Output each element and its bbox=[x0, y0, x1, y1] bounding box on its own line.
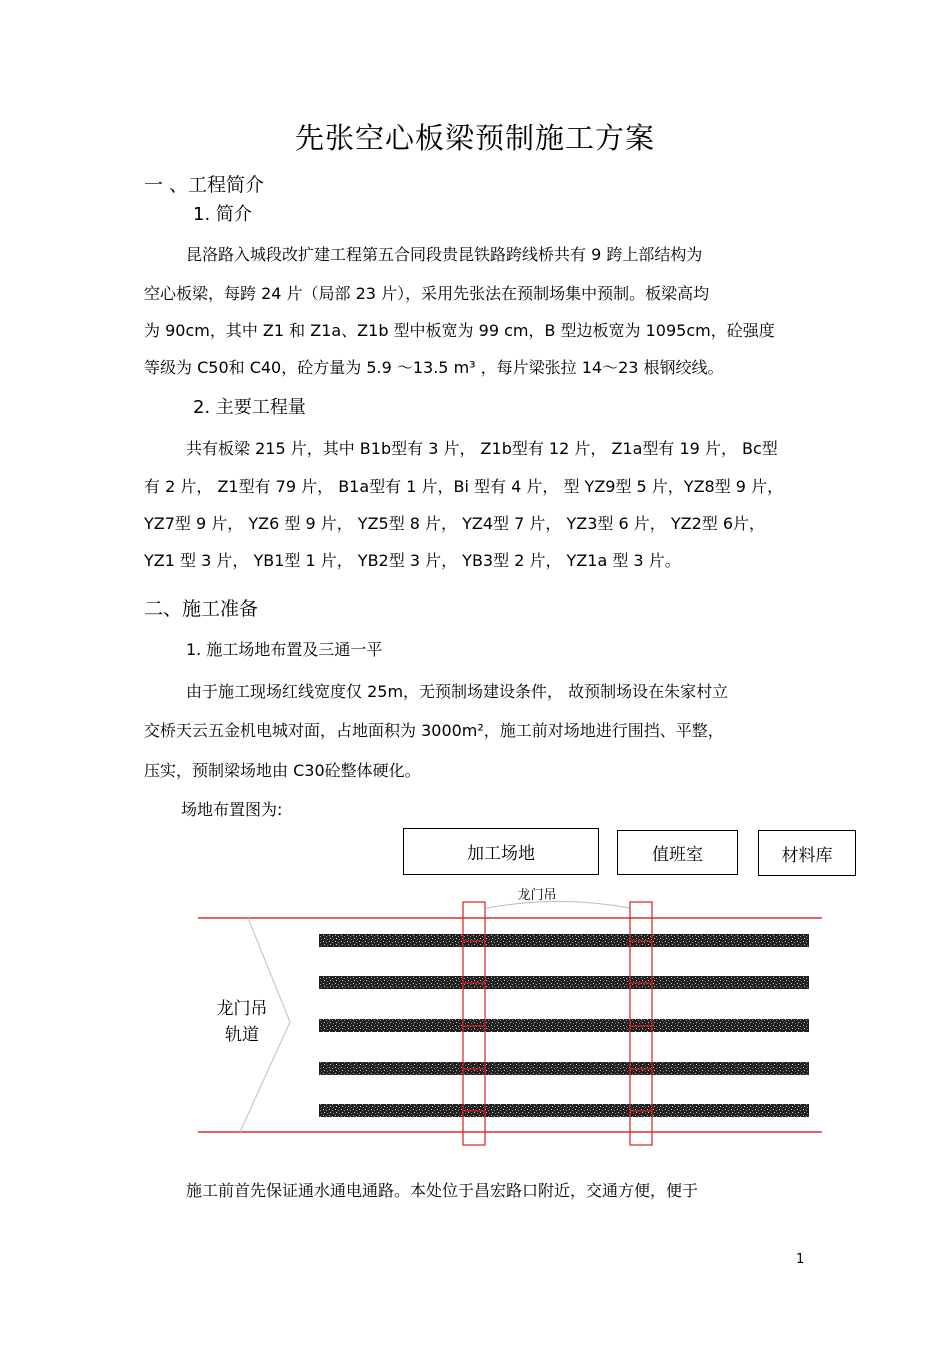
duty-room-box: 值班室 bbox=[617, 830, 738, 875]
gantry-arc bbox=[486, 902, 630, 909]
beam bbox=[319, 1019, 809, 1032]
processing-area-box: 加工场地 bbox=[403, 828, 599, 875]
track-label-line2: 轨道 bbox=[225, 1025, 259, 1045]
paragraph-line: 等级为 C50和 C40，砼方量为 5.9 ～13.5 m³ ，每片梁张拉 14～23 根钢绞线。 bbox=[144, 358, 724, 377]
document-title: 先张空心板梁预制施工方案 bbox=[294, 121, 655, 155]
paragraph-line: YZ7型 9 片， YZ6 型 9 片， YZ5型 8 片， YZ4型 7 片， YZ3型 6 片， YZ2型 6片， bbox=[144, 514, 766, 533]
beam bbox=[319, 1062, 809, 1075]
paragraph-line: 交桥天云五金机电城对面，占地面积为 3000m²，施工前对场地进行围挡、平整， bbox=[144, 721, 724, 740]
track-label-line1: 龙门吊 bbox=[216, 999, 268, 1019]
section1-sub2-heading: 2. 主要工程量 bbox=[193, 397, 306, 418]
paragraph-line: 昆洛路入城段改扩建工程第五合同段贵昆铁路跨线桥共有 9 跨上部结构为 bbox=[186, 245, 703, 264]
paragraph-line: 由于施工现场红线宽度仅 25m，无预制场建设条件， 故预制场设在朱家村立 bbox=[186, 682, 729, 701]
beam bbox=[319, 976, 809, 989]
section1-sub1-heading: 1. 简介 bbox=[193, 204, 252, 225]
paragraph-line: 为 90cm，其中 Z1 和 Z1a、Z1b 型中板宽为 99 cm，B 型边板宽为 1095cm，砼强度 bbox=[144, 321, 775, 340]
paragraph-line: 空心板梁，每跨 24 片（局部 23 片），采用先张法在预制场集中预制。板梁高均 bbox=[144, 284, 710, 303]
paragraph-line: 施工前首先保证通水通电通路。本处位于昌宏路口附近，交通方便，便于 bbox=[186, 1181, 699, 1200]
site-layout-diagram bbox=[190, 880, 830, 1150]
material-store-box: 材料库 bbox=[758, 830, 856, 876]
paragraph-line: 有 2 片， Z1型有 79 片， B1a型有 1 片，Bi 型有 4 片， 型 YZ9型 5 片，YZ8型 9 片， bbox=[144, 477, 784, 496]
paragraph-line: 共有板梁 215 片，其中 B1b型有 3 片， Z1b型有 12 片， Z1a型有 19 片， Bc型 bbox=[186, 439, 778, 458]
section2-heading: 二、施工准备 bbox=[144, 598, 259, 620]
paragraph-line: YZ1 型 3 片， YB1型 1 片， YB2型 3 片， YB3型 2 片， YZ1a 型 3 片。 bbox=[144, 551, 681, 570]
beam bbox=[319, 1104, 809, 1117]
section1-heading: 一 、工程简介 bbox=[144, 174, 265, 196]
gantry-track-label bbox=[210, 996, 274, 1048]
layout-caption: 场地布置图为: bbox=[181, 800, 283, 819]
page-number: 1 bbox=[796, 1252, 805, 1267]
gantry-crane-label: 龙门吊 bbox=[517, 888, 557, 903]
section2-sub1-heading: 1. 施工场地布置及三通一平 bbox=[186, 640, 383, 659]
beam bbox=[319, 934, 809, 947]
paragraph-line: 压实，预制梁场地由 C30砼整体硬化。 bbox=[144, 761, 421, 780]
